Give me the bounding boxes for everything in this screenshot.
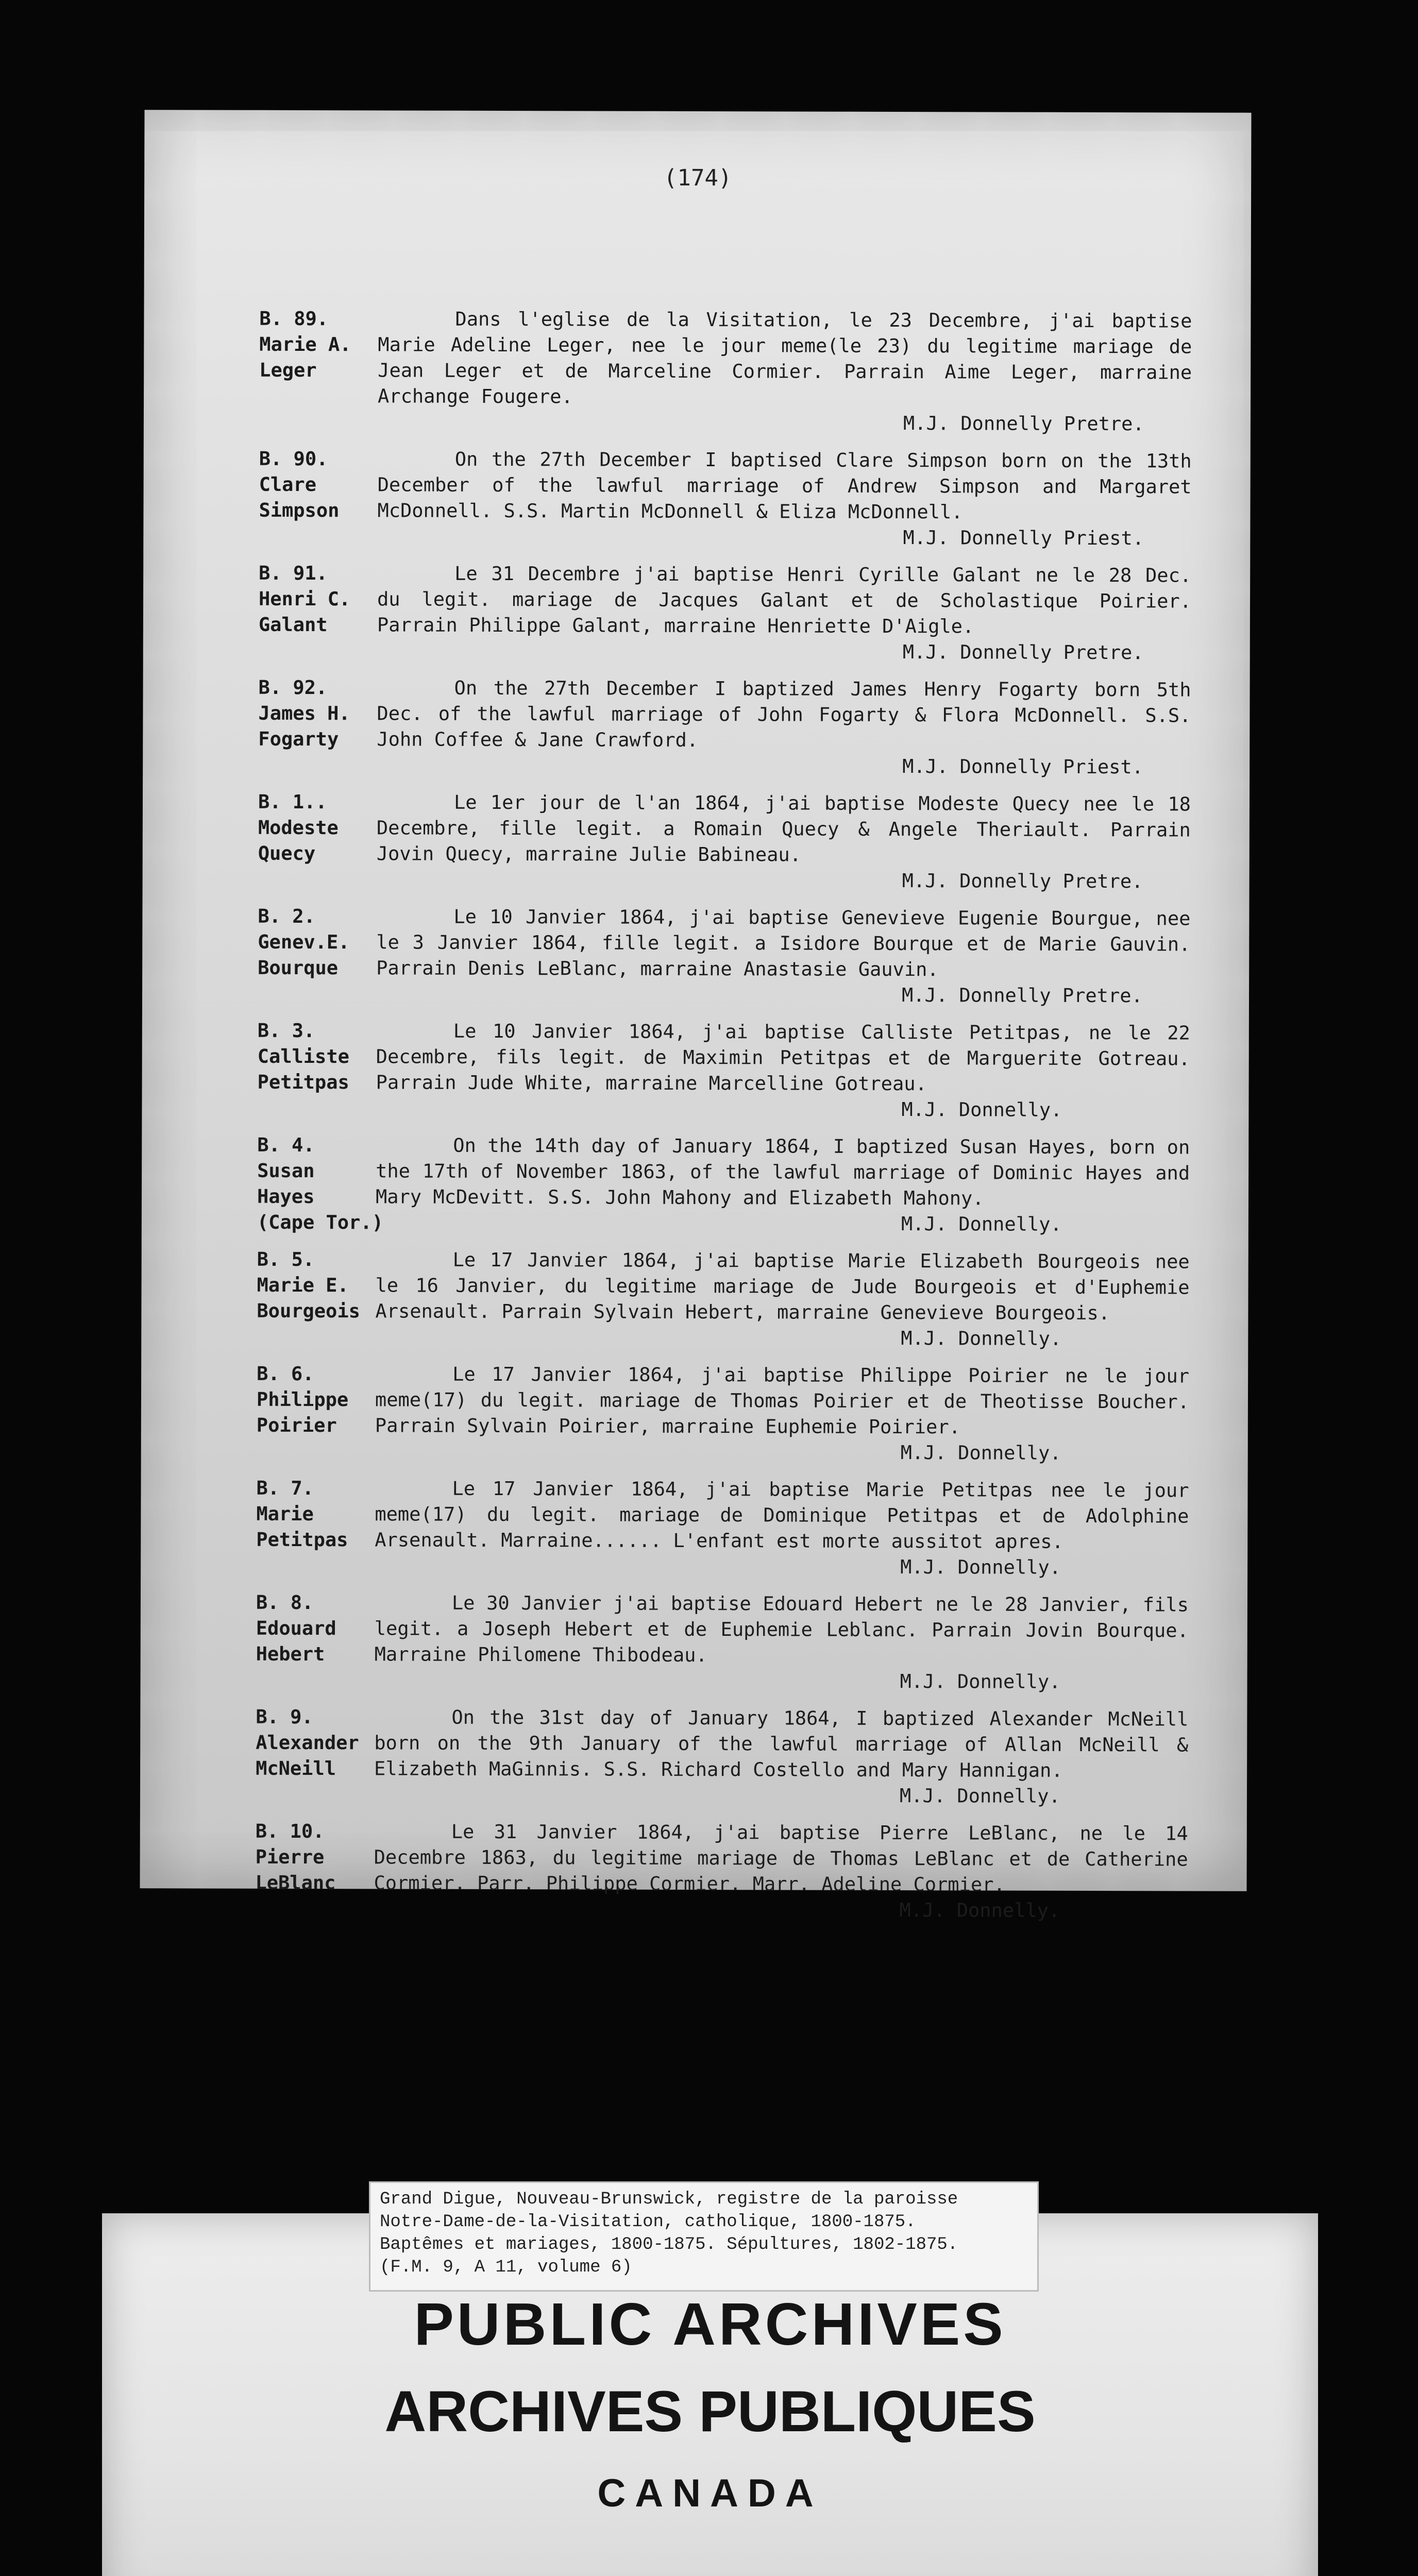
entry-text: On the 31st day of January 1864, I baptized Alexander McNeill born on the 9th January of the lawful marriage of Allan McNeill & Elizabeth MaGinnis. S.S. Richard Costello and Mary Hannigan. bbox=[374, 1706, 1189, 1782]
baptism-entry bbox=[140, 1818, 1247, 1924]
stamp-title-french: ARCHIVES PUBLIQUES bbox=[384, 2379, 1036, 2444]
margin-line: B. 6. bbox=[257, 1362, 314, 1385]
entry-signature: M.J. Donnelly Pretre. bbox=[903, 412, 1144, 435]
margin-line: Hayes bbox=[257, 1185, 315, 1208]
label-line: Grand Digue, Nouveau-Brunswick, registre de la paroisse bbox=[380, 2190, 958, 2209]
margin-line: B. 92. bbox=[258, 676, 328, 699]
entry-body bbox=[377, 675, 1191, 780]
entry-margin-note bbox=[256, 1590, 375, 1668]
margin-line: Marie E. bbox=[257, 1274, 349, 1297]
margin-line: B. 4. bbox=[257, 1133, 315, 1157]
margin-line: Pierre bbox=[255, 1845, 325, 1869]
margin-line: Clare bbox=[259, 473, 317, 496]
margin-line: Hebert bbox=[256, 1642, 325, 1666]
entry-text: Le 31 Decembre j'ai baptise Henri Cyrille Galant ne le 28 Dec. du legit. mariage de Jacques Galant et de Scholastique Poirier. Parrain Philippe Galant, marraine Henriette D'Aigle. bbox=[377, 562, 1192, 638]
margin-line: Simpson bbox=[259, 499, 340, 522]
margin-line: B. 5. bbox=[257, 1248, 315, 1271]
stamp-country: CANADA bbox=[597, 2471, 823, 2515]
entry-text: Le 17 Janvier 1864, j'ai baptise Marie Elizabeth Bourgeois nee le 16 Janvier, du legitime mariage de Jude Bourgeois et d'Euphemie Arsenault. Parrain Sylvain Hebert, marraine Genevieve Bourgeois. bbox=[375, 1248, 1190, 1325]
entry-body bbox=[375, 1247, 1190, 1352]
baptism-entry bbox=[142, 1132, 1249, 1238]
entry-signature: M.J. Donnelly. bbox=[899, 1899, 1060, 1922]
entry-margin-note bbox=[255, 1819, 374, 1896]
collection-label bbox=[369, 2181, 1039, 2292]
entry-margin-note bbox=[258, 675, 377, 753]
entry-signature: M.J. Donnelly Priest. bbox=[903, 527, 1144, 550]
entry-text: Le 30 Janvier j'ai baptise Edouard Hebert ne le 28 Janvier, fils legit. a Joseph Hebert et de Euphemie Leblanc. Parrain Jovin Bourque. Marraine Philomene Thibodeau. bbox=[374, 1591, 1189, 1667]
label-line: Notre-Dame-de-la-Visitation, catholique, 1800-1875. bbox=[380, 2212, 916, 2232]
entry-body bbox=[375, 1476, 1189, 1581]
baptism-entry bbox=[141, 1246, 1248, 1352]
margin-line: Philippe bbox=[256, 1388, 349, 1411]
entry-body bbox=[377, 561, 1192, 666]
baptism-entry bbox=[143, 674, 1250, 781]
stamp-title-english: PUBLIC ARCHIVES bbox=[414, 2291, 1006, 2358]
margin-line: B. 7. bbox=[256, 1477, 314, 1500]
register-page bbox=[140, 110, 1251, 1922]
margin-line: Marie A. bbox=[259, 333, 351, 356]
entry-signature: M.J. Donnelly Pretre. bbox=[902, 870, 1143, 893]
label-line: Baptêmes et mariages, 1800-1875. Sépultures, 1802-1875. bbox=[380, 2235, 958, 2255]
margin-line: Quecy bbox=[258, 842, 316, 865]
baptism-entries bbox=[140, 306, 1251, 1936]
entry-signature: M.J. Donnelly Priest. bbox=[902, 755, 1144, 778]
baptism-entry bbox=[144, 306, 1251, 437]
margin-line: Susan bbox=[257, 1159, 315, 1182]
margin-line: Fogarty bbox=[258, 727, 339, 751]
margin-line: Calliste bbox=[257, 1045, 349, 1068]
entry-signature: M.J. Donnelly. bbox=[901, 1327, 1062, 1350]
margin-line: B. 3. bbox=[257, 1019, 315, 1042]
entry-signature: M.J. Donnelly. bbox=[900, 1442, 1061, 1464]
margin-line: Petitpas bbox=[256, 1528, 348, 1551]
baptism-entry bbox=[141, 1475, 1248, 1581]
margin-line: Galant bbox=[258, 613, 328, 636]
margin-line: B. 91. bbox=[259, 562, 328, 585]
baptism-entry bbox=[143, 560, 1251, 666]
entry-signature: M.J. Donnelly Pretre. bbox=[902, 641, 1144, 664]
archives-stamp bbox=[102, 2190, 1318, 2576]
entry-text: Le 17 Janvier 1864, j'ai baptise Philippe Poirier ne le jour meme(17) du legit. mariage de Thomas Poirier et de Theotisse Boucher. Parrain Sylvain Poirier, marraine Euphemie Poirier. bbox=[375, 1363, 1190, 1438]
margin-line: Bourque bbox=[258, 956, 339, 979]
entry-margin-note bbox=[257, 1361, 375, 1439]
margin-line: B. 89. bbox=[259, 307, 329, 330]
entry-text: Le 17 Janvier 1864, j'ai baptise Marie Petitpas nee le jour meme(17) du legit. mariage de Dominique Petitpas et de Adolphine Arsenault. Marraine...... L'enfant est morte aussitot apres. bbox=[375, 1477, 1189, 1553]
label-line: (F.M. 9, A 11, volume 6) bbox=[380, 2258, 632, 2277]
margin-line: Poirier bbox=[256, 1414, 337, 1437]
baptism-entry bbox=[142, 903, 1250, 1009]
margin-line: B. 90. bbox=[259, 447, 328, 470]
entry-margin-note bbox=[258, 1018, 376, 1096]
margin-line: Modeste bbox=[258, 816, 339, 839]
entry-body bbox=[374, 1819, 1188, 1924]
entry-body bbox=[376, 904, 1191, 1009]
entry-margin-note bbox=[258, 789, 377, 867]
entry-body bbox=[376, 1132, 1190, 1238]
margin-line: Henri C. bbox=[258, 587, 351, 611]
entry-body bbox=[378, 306, 1192, 437]
baptism-entry bbox=[143, 446, 1251, 552]
margin-line: Alexander bbox=[256, 1731, 359, 1754]
margin-line: LeBlanc bbox=[255, 1871, 336, 1894]
entry-signature: M.J. Donnelly. bbox=[901, 1098, 1062, 1121]
margin-line: B. 8. bbox=[256, 1591, 314, 1614]
entry-text: On the 14th day of January 1864, I baptized Susan Hayes, born on the 17th of November 1863, of the lawful marriage of Dominic Hayes and Mary McDevitt. S.S. John Mahony and Elizabeth Mahony. bbox=[375, 1134, 1190, 1210]
margin-line: McNeill bbox=[256, 1757, 336, 1780]
margin-line: James H. bbox=[258, 702, 350, 725]
entry-text: Le 1er jour de l'an 1864, j'ai baptise Modeste Quecy nee le 18 Decembre, fille legit. a Romain Quecy & Angele Theriault. Parrain Jovin Quecy, marraine Julie Babineau. bbox=[376, 791, 1191, 866]
baptism-entry bbox=[140, 1704, 1247, 1810]
entry-text: Le 10 Janvier 1864, j'ai baptise Genevieve Eugenie Bourgue, nee le 3 Janvier 1864, fille legit. a Isidore Bourque et de Marie Gauvin. Parrain Denis LeBlanc, marraine Anastasie Gauvin. bbox=[376, 905, 1191, 981]
entry-text: Dans l'eglise de la Visitation, le 23 Decembre, j'ai baptise Marie Adeline Leger, nee le jour meme(le 23) du legitime mariage de Jean Leger et de Marceline Cormier. Parrain Aime Leger, marraine Archange Fougere. bbox=[378, 308, 1192, 408]
entry-margin-note bbox=[259, 306, 378, 384]
margin-line: Bourgeois bbox=[257, 1299, 360, 1323]
baptism-entry bbox=[143, 789, 1250, 895]
margin-line: B. 2. bbox=[258, 905, 315, 928]
entry-signature: M.J. Donnelly. bbox=[899, 1785, 1060, 1807]
baptism-entry bbox=[140, 1589, 1247, 1696]
entry-text: On the 27th December I baptized James Henry Fogarty born 5th Dec. of the lawful marriage of John Fogarty & Flora McDonnell. S.S. John Coffee & Jane Crawford. bbox=[377, 676, 1191, 752]
entry-body bbox=[376, 1018, 1190, 1123]
entry-signature: M.J. Donnelly. bbox=[901, 1213, 1062, 1235]
entry-signature: M.J. Donnelly Pretre. bbox=[901, 984, 1143, 1007]
entry-body bbox=[375, 1361, 1190, 1466]
entry-signature: M.J. Donnelly. bbox=[900, 1556, 1061, 1579]
entry-margin-note bbox=[256, 1704, 374, 1782]
entry-body bbox=[377, 446, 1192, 551]
entry-margin-note bbox=[256, 1476, 375, 1553]
margin-line: B. 10. bbox=[255, 1820, 325, 1843]
entry-margin-note bbox=[258, 904, 376, 981]
entry-text: Le 31 Janvier 1864, j'ai baptise Pierre LeBlanc, ne le 14 Decembre 1863, du legitime mariage de Thomas LeBlanc et de Catherine Cormier. Parr. Philippe Cormier. Marr. Adeline Cormier. bbox=[374, 1820, 1188, 1896]
entry-body bbox=[374, 1590, 1189, 1695]
baptism-entry bbox=[142, 1018, 1249, 1124]
margin-line: Marie bbox=[256, 1502, 314, 1526]
baptism-entry bbox=[141, 1361, 1248, 1467]
entry-signature: M.J. Donnelly. bbox=[900, 1670, 1061, 1693]
margin-line: B. 1.. bbox=[258, 790, 327, 814]
margin-line: Genev.E. bbox=[258, 930, 350, 954]
margin-line: Petitpas bbox=[257, 1071, 349, 1094]
margin-line: B. 9. bbox=[256, 1705, 313, 1728]
entry-margin-note bbox=[257, 1247, 375, 1325]
entry-margin-note bbox=[259, 446, 377, 524]
entry-margin-note bbox=[257, 1132, 383, 1236]
entry-text: Le 10 Janvier 1864, j'ai baptise Calliste Petitpas, ne le 22 Decembre, fils legit. de Maximin Petitpas et de Marguerite Gotreau. Parrain Jude White, marraine Marcelline Gotreau. bbox=[376, 1020, 1190, 1095]
entry-text: On the 27th December I baptised Clare Simpson born on the 13th December of the lawful marriage of Andrew Simpson and Margaret McDonnell. S.S. Martin McDonnell & Eliza McDonnell. bbox=[377, 448, 1192, 523]
page-number: (174) bbox=[663, 164, 732, 192]
margin-line: Leger bbox=[259, 359, 317, 382]
entry-margin-note bbox=[259, 561, 377, 638]
margin-line: (Cape Tor.) bbox=[257, 1211, 383, 1234]
entry-body bbox=[377, 789, 1191, 894]
entry-body bbox=[374, 1704, 1189, 1809]
margin-line: Edouard bbox=[256, 1617, 336, 1640]
